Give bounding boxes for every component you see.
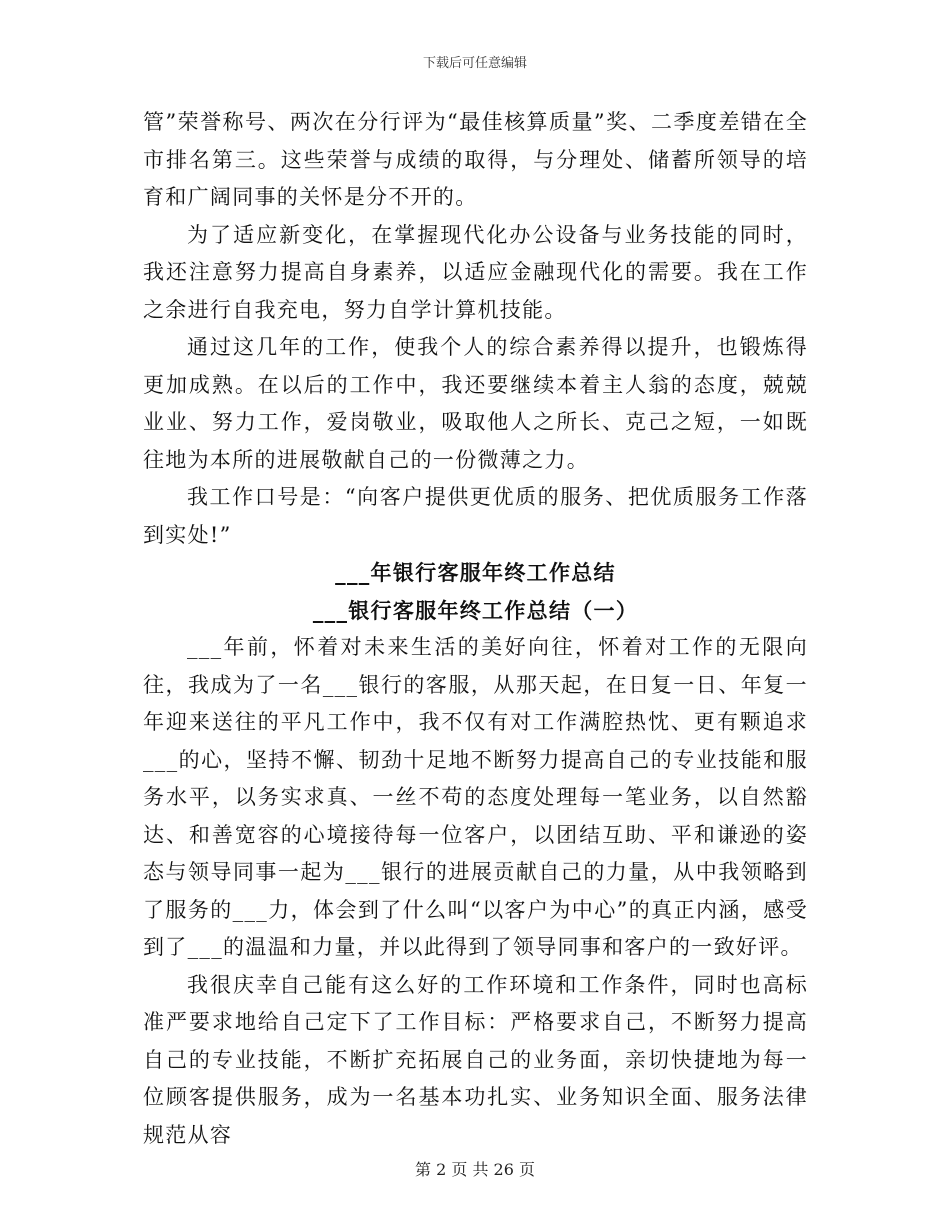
paragraph-outlook: 通过这几年的工作，使我个人的综合素养得以提升，也锻炼得更加成熟。在以后的工作中，我还要继续本着主人翁的态度，兢兢业业、努力工作，爱岗敬业，吸取他人之所长、克己之短，一如既往地为本所的进展敬献自己的一份微薄之力。	[143, 335, 808, 472]
section-subtitle: ___银行客服年终工作总结（一）	[312, 597, 639, 623]
paragraph-introduction: ___年前，怀着对未来生活的美好向往，怀着对工作的无限向往，我成为了一名___银行的客服，从那天起，在日复一日、年复一年迎来送往的平凡工作中，我不仅有对工作满腔热忱、更有颗追求___的心，坚持不懈、韧劲十足地不断努力提高自己的专业技能和服务水平，以务实求真、一丝不苟的态度处理每一笔业务，以自然豁达、和善宽容的心境接待每一位客户，以团结互助、平和谦逊的姿态与领导同事一起为___银行的进展贡献自己的力量，从中我领略到了服务的___力，体会到了什么叫“以客户为中心”的真正内涵，感受到了___的温温和力量，并以此得到了领导同事和客户的一致好评。	[143, 635, 808, 959]
paragraph-self-improvement: 为了适应新变化，在掌握现代化办公设备与业务技能的同时，我还注意努力提高自身素养，以适应金融现代化的需要。我在工作之余进行自我充电，努力自学计算机技能。	[143, 222, 808, 322]
paragraph-continuation: 管”荣誉称号、两次在分行评为“最佳核算质量”奖、二季度差错在全市排名第三。这些荣誉与成绩的取得，与分理处、储蓄所领导的培育和广阔同事的关怀是分不开的。	[143, 110, 808, 209]
section-title: ___年银行客服年终工作总结	[335, 560, 616, 585]
paragraph-goals: 我很庆幸自己能有这么好的工作环境和工作条件，同时也高标准严要求地给自己定下了工作目标：严格要求自己，不断努力提高自己的专业技能，不断扩充拓展自己的业务面，亲切快捷地为每一位顾客提供服务，成为一名基本功扎实、业务知识全面、服务法律规范从容	[143, 972, 808, 1147]
page-number: 第 2 页 共 26 页	[415, 1160, 535, 1179]
page-header-note: 下载后可任意编辑	[422, 56, 527, 71]
document-body	[143, 104, 808, 1154]
paragraph-slogan: 我工作口号是：“向客户提供更优质的服务、把优质服务工作落到实处!”	[143, 485, 808, 547]
